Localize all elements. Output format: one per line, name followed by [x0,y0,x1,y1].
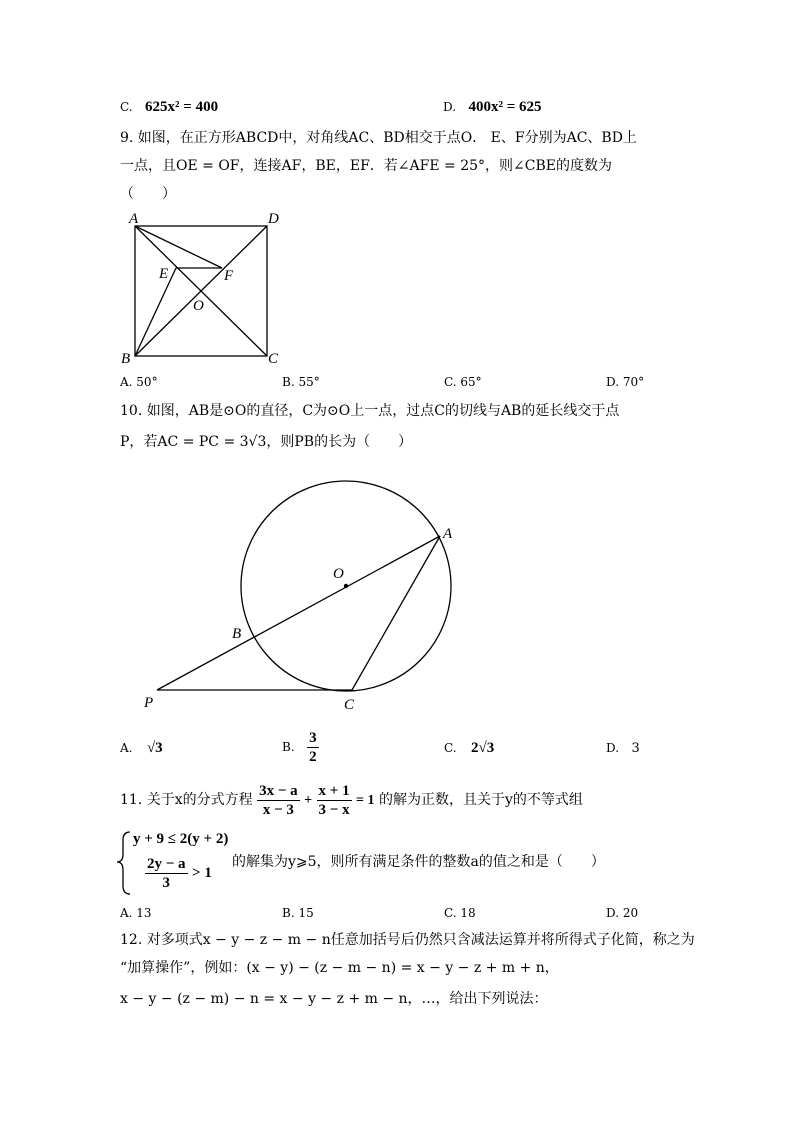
q11-fraction-1-denominator: x − 3 [262,801,294,818]
q11-inequality-2-denominator: 3 [162,874,171,891]
q9-option-d: D. 70° [606,375,645,389]
q11-fraction-1-numerator: 3x − a [259,782,298,799]
q10-label-a: A [443,526,453,542]
q9-label-e: E [159,266,169,282]
q11-inequality-2-fraction [145,855,188,892]
q11-inequality-2-numerator: 2y − a [147,855,186,872]
q10-option-b-label: B. [282,740,295,754]
q11-option-c: C. 18 [444,906,476,920]
q9-answer-paren: （ ） [120,186,176,202]
q11-inequality-2 [145,853,212,893]
q8-option-c-equation: 625x² = 400 [145,99,219,115]
q11-stem-prefix: 11. 关于x的分式方程 [120,792,253,808]
q8-option-d-label: D. [443,100,457,114]
q10-label-b: B [232,626,242,642]
q9-stem-line2: 一点，且OE = OF，连接AF，BE，EF．若∠AFE = 25°，则∠CBE的度数为 [120,158,612,174]
q11-stem-suffix: 的解为正数，且关于y的不等式组 [378,792,583,808]
q10-option-a-value: √3 [146,740,163,756]
q10-label-p: P [144,695,154,711]
q11-option-d: D. 20 [606,906,639,920]
q10-option-d-label: D. [606,741,620,755]
q10-option-a-label: A. [120,741,133,755]
q9-label-c: C [268,351,279,367]
q8-option-d-equation: 400x² = 625 [468,99,542,115]
q12-stem-line1: 12. 对多项式x − y − z − m − n任意加括号后仍然只含减法运算并将所得式子化简，称之为 [120,932,695,948]
q9-label-a: A [129,211,139,227]
q11-option-b: B. 15 [282,906,314,920]
q10-stem-line1: 10. 如图，AB是⊙O的直径，C为⊙O上一点，过点C的切线与AB的延长线交于点 [120,403,620,419]
q10-label-o: O [333,566,344,582]
q11-plus-sign: + [304,793,313,808]
q9-stem-line1: 9. 如图，在正方形ABCD中，对角线AC、BD相交于点O． E、F分别为AC、BD上 [120,130,637,146]
q11-option-a: A. 13 [120,906,152,920]
q11-inequality-1: y + 9 ≤ 2(y + 2) [133,831,229,847]
q12-stem-line2: “加算操作”，例如：(x − y) − (z − m − n) = x − y − z + m + n， [120,960,559,976]
q10-stem-line2: P，若AC = PC = 3√3，则PB的长为（ ） [120,434,413,450]
q9-label-o: O [193,298,204,314]
q10-label-c: C [344,697,355,713]
q10-option-d-value: 3 [631,741,640,756]
q9-label-d: D [268,211,279,227]
q10-option-c-value: 2√3 [471,740,495,756]
q9-label-b: B [121,351,131,367]
q9-option-c: C. 65° [444,375,482,389]
q10-option-c-label: C. [444,741,457,755]
q12-stem-line3: x − y − (z − m) − n = x − y − z + m − n，…，给出下列说法： [120,991,548,1007]
q11-stem-line2: 的解集为y⩾5，则所有满足条件的整数a的值之和是（ ） [232,854,605,870]
q10-option-b-numerator: 3 [309,729,317,746]
q10-option-b-denominator: 2 [309,748,317,765]
q11-inequality-2-relation: > 1 [192,865,212,881]
q11-fraction-2-numerator: x + 1 [318,782,350,799]
q8-option-c-label: C. [120,100,133,114]
q9-option-a: A. 50° [120,375,158,389]
q9-option-b: B. 55° [282,375,320,389]
q11-equals-one: = 1 [356,793,375,808]
q9-label-f: F [224,268,234,284]
q11-fraction-2-denominator: 3 − x [318,801,350,818]
